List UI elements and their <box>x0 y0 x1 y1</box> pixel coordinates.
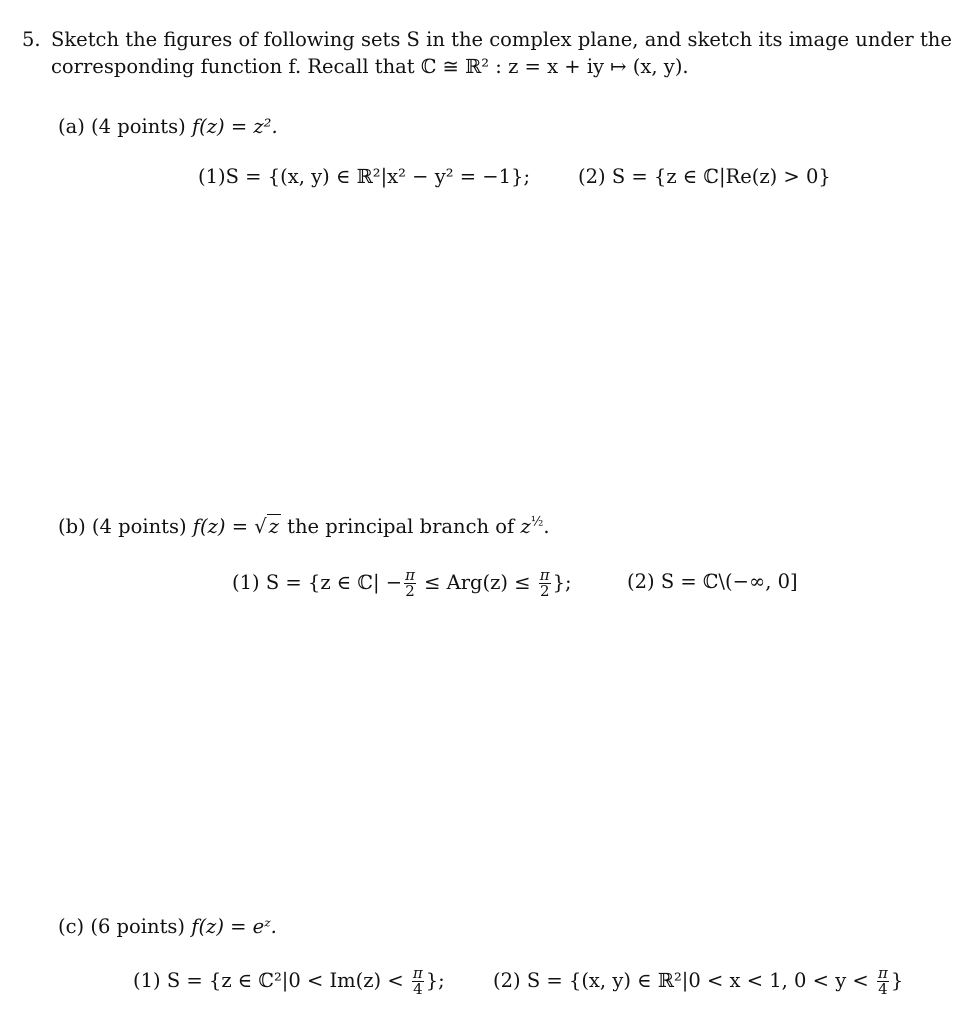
part-a-function: f(z) = z². <box>191 115 278 138</box>
pi-over-4-fraction <box>412 966 424 997</box>
part-c-function: f(z) = eᶻ. <box>191 915 277 938</box>
part-a-item-2: (2) S = {z ∈ ℂ|Re(z) > 0} <box>578 165 831 188</box>
fraction-numerator: π <box>405 566 415 584</box>
part-b-points: (4 points) <box>91 515 187 538</box>
problem-number: 5. <box>22 28 41 51</box>
part-a-heading <box>58 115 278 138</box>
part-b-item-2: (2) S = ℂ\(−∞, 0] <box>627 570 798 593</box>
fraction-denominator: 4 <box>878 980 888 998</box>
part-a-label: (a) <box>58 115 85 138</box>
part-b-item-1-suffix: }; <box>552 571 572 594</box>
pi-over-4-fraction <box>877 966 889 997</box>
fraction-denominator: 2 <box>405 582 415 600</box>
problem-intro-line2: corresponding function f. Recall that ℂ ≅ ℝ² : z = x + iy ↦ (x, y). <box>51 55 689 78</box>
fraction-denominator: 2 <box>539 582 550 600</box>
part-c-label: (c) <box>58 915 85 938</box>
part-b-radicand: z <box>268 515 279 538</box>
part-c-heading <box>58 915 277 938</box>
fraction-numerator: π <box>877 964 888 982</box>
part-b-label: (b) <box>58 515 86 538</box>
sqrt-icon: √ <box>254 515 267 538</box>
part-b-item-1 <box>232 568 572 599</box>
part-c-item-2 <box>493 966 903 997</box>
part-b-item-1-prefix: (1) S = {z ∈ ℂ| − <box>232 571 403 594</box>
part-b-period: . <box>543 515 550 538</box>
fraction-denominator: 4 <box>413 980 423 998</box>
part-c-item-1-suffix: }; <box>425 969 445 992</box>
part-c-item-1-prefix: (1) S = {z ∈ ℂ²|0 < Im(z) < <box>133 969 410 992</box>
part-b-heading <box>58 515 550 538</box>
part-b-function-lhs: f(z) = <box>192 515 255 538</box>
part-b-function-rest: the principal branch of <box>280 515 521 538</box>
pi-over-2-fraction <box>539 568 551 599</box>
pi-over-2-fraction <box>404 568 416 599</box>
part-c-points: (6 points) <box>90 915 186 938</box>
fraction-numerator: π <box>539 566 550 584</box>
part-c-item-2-suffix: } <box>890 969 904 992</box>
problem-intro-line1: Sketch the figures of following sets S in the complex plane, and sketch its image under the <box>51 28 952 51</box>
part-b-item-1-mid: ≤ Arg(z) ≤ <box>417 571 537 594</box>
fraction-numerator: π <box>412 964 423 982</box>
part-c-item-1 <box>133 966 445 997</box>
part-a-points: (4 points) <box>91 115 186 138</box>
part-b-power-base: z <box>520 515 531 538</box>
part-a-item-1: (1)S = {(x, y) ∈ ℝ²|x² − y² = −1}; <box>198 165 531 188</box>
part-c-item-2-prefix: (2) S = {(x, y) ∈ ℝ²|0 < x < 1, 0 < y < <box>493 969 875 992</box>
part-b-power-exp: ½ <box>530 514 544 530</box>
